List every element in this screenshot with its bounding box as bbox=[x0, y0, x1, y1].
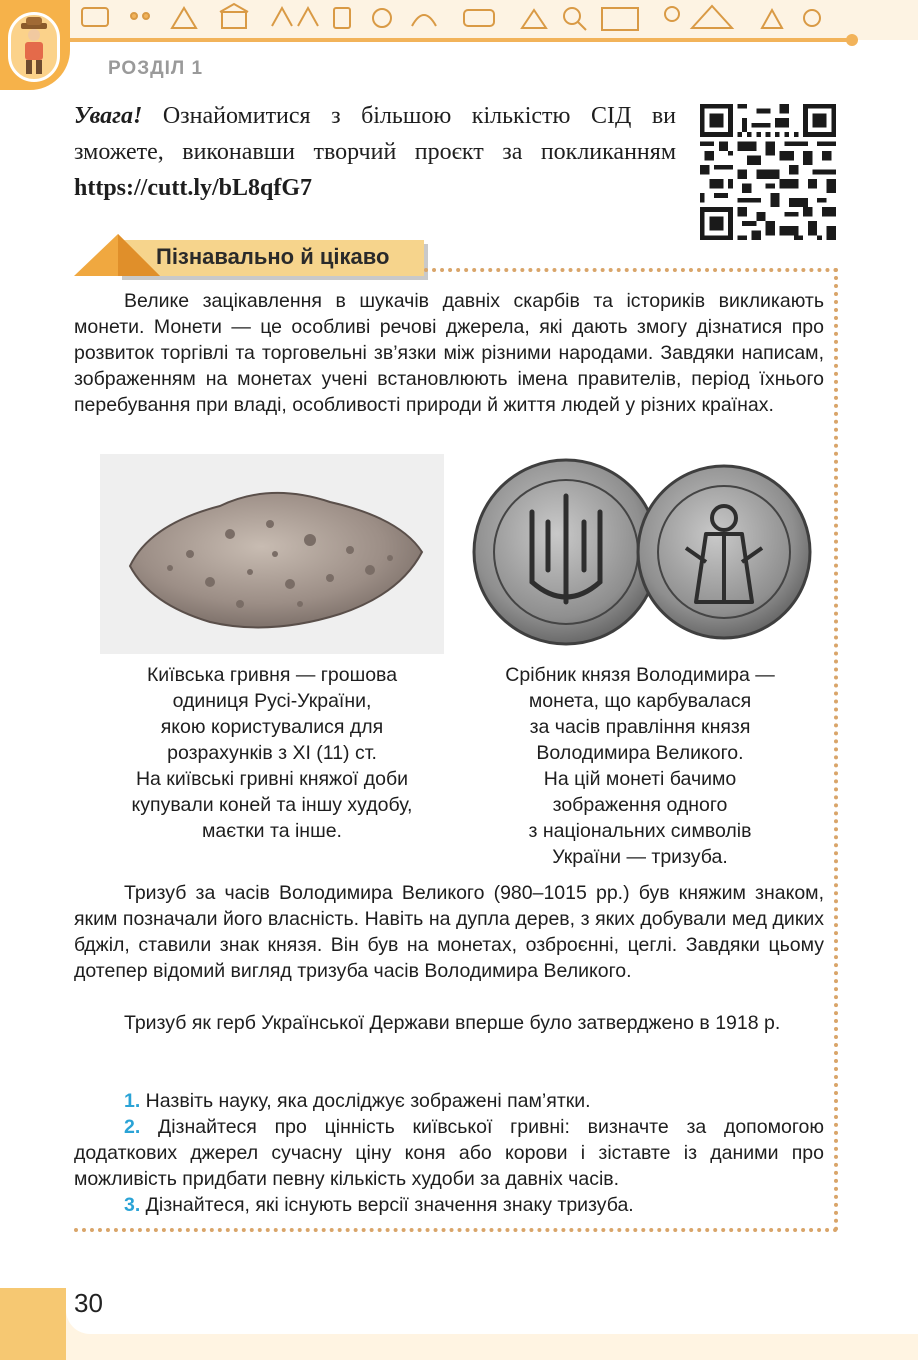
section-label: РОЗДІЛ 1 bbox=[108, 58, 204, 79]
header-rule bbox=[60, 38, 852, 42]
srebrennik-image bbox=[470, 452, 814, 652]
frame-right-dots bbox=[834, 268, 838, 1232]
question-number: 3. bbox=[124, 1194, 141, 1216]
caption-line: Срібник князя Володимира — bbox=[505, 664, 775, 686]
qr-code-icon[interactable] bbox=[700, 104, 836, 240]
question-number: 1. bbox=[124, 1090, 141, 1112]
hryvnia-image bbox=[100, 454, 444, 654]
srebrennik-caption bbox=[462, 662, 818, 870]
footer-corner bbox=[0, 1288, 66, 1360]
frame-bottom-dots bbox=[74, 1228, 838, 1232]
caption-line: з національних символів bbox=[528, 820, 752, 842]
banner-title: Пізнавально й цікаво bbox=[156, 244, 390, 269]
project-link[interactable]: https://cutt.ly/bL8qfG7 bbox=[74, 175, 313, 201]
question-2 bbox=[74, 1114, 824, 1192]
question-text: Дізнайтеся про цінність київської гривні: визначте за допомогою додаткових джерел сучасну ціну коня або корови і зіставте із даними про можливість придбати певну кількість худоби за давніх часів. bbox=[74, 1116, 824, 1190]
attention-lead: Увага! bbox=[74, 103, 143, 129]
frame-top-dots bbox=[424, 268, 838, 272]
question-text: Назвіть науку, яка досліджує зображені пам’ятки. bbox=[140, 1090, 591, 1112]
question-3 bbox=[74, 1192, 824, 1218]
banner-triangle bbox=[72, 230, 162, 278]
caption-line: зображення одного bbox=[552, 794, 728, 816]
header-decoration bbox=[72, 0, 842, 36]
footer-page-area bbox=[66, 1288, 918, 1334]
question-text: Дізнайтеся, які існують версії значення знаку тризуба. bbox=[140, 1194, 634, 1216]
caption-line: Київська гривня — грошова bbox=[146, 664, 398, 686]
caption-line: купували коней та іншу худобу, bbox=[131, 794, 413, 816]
caption-line: На цій монеті бачимо bbox=[543, 768, 737, 790]
question-number: 2. bbox=[124, 1116, 141, 1138]
question-1 bbox=[74, 1088, 824, 1114]
caption-line: монета, що карбувалася bbox=[528, 690, 752, 712]
explorer-icon bbox=[8, 12, 60, 82]
caption-line: України — тризуба. bbox=[552, 846, 728, 868]
caption-line: На київські гривні княжої доби bbox=[135, 768, 409, 790]
coat-of-arms-paragraph: Тризуб як герб Української Держави вперше було затверджено в 1918 р. bbox=[124, 1012, 781, 1034]
caption-line: Володимира Великого. bbox=[536, 742, 744, 764]
caption-line: за часів правління князя bbox=[529, 716, 751, 738]
header-rule-end bbox=[846, 34, 858, 46]
trident-paragraph: Тризуб за часів Володимира Великого (980–1015 рр.) був княжим знаком, яким позначали його власність. Навіть на дупла дерев, з яких добували мед диких бджіл, ставили знак князя. Він був на монетах, озброєнні, цеглі. Завдяки цьому дотепер відомий вигляд тризуба часів Володимира Великого. bbox=[74, 882, 824, 982]
hryvnia-caption bbox=[94, 662, 450, 844]
page-number: 30 bbox=[74, 1288, 103, 1318]
intro-paragraph: Велике зацікавлення в шукачів давніх скарбів та істориків викликають монети. Монети — це особливі речові джерела, які дають змогу дізнатися про розвиток торгівлі та торговельні зв’язки між різними народами. Завдяки написам, зображенням на монетах учені встановлюють імена правителів, період їхнього перебування при владі, особливості природи й життя людей у різних країнах. bbox=[74, 290, 824, 416]
caption-line: якою користувалися для bbox=[160, 716, 384, 738]
attention-paragraph bbox=[74, 98, 676, 206]
caption-line: розрахунків з XI (11) ст. bbox=[167, 742, 377, 764]
caption-line: одиниця Русі-України, bbox=[172, 690, 372, 712]
caption-line: маєтки та інше. bbox=[202, 820, 342, 842]
attention-text: Ознайомитися з більшою кількістю СІД ви зможете, виконавши творчий проєкт за покликанням bbox=[74, 103, 676, 165]
